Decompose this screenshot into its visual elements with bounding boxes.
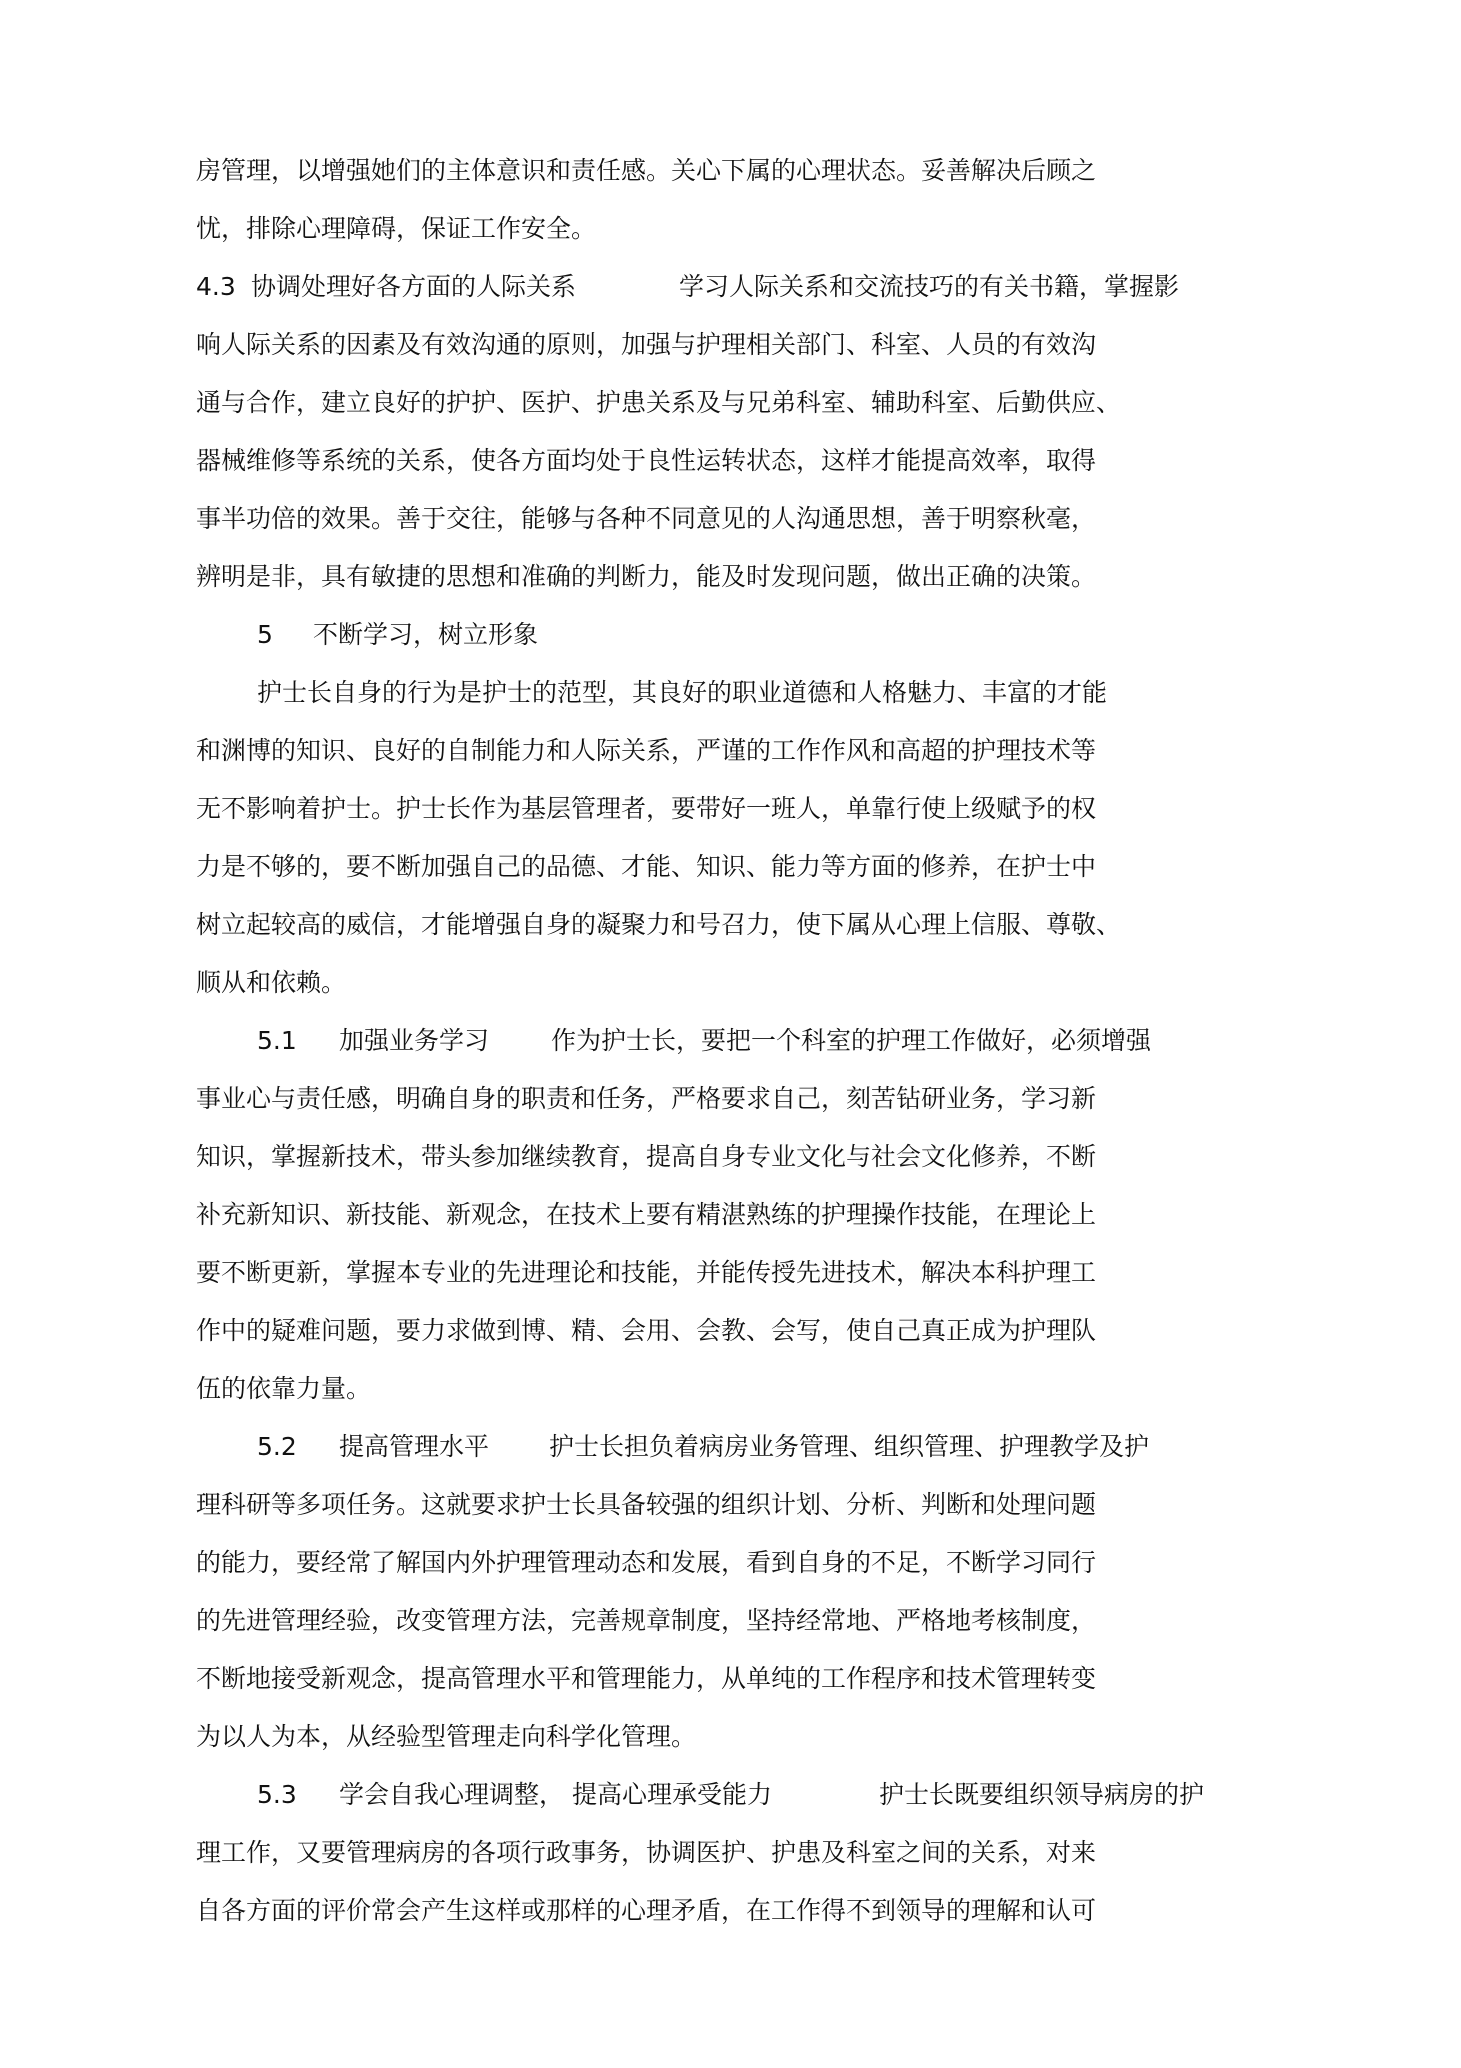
text-line: 事半功倍的效果。善于交往，能够与各种不同意见的人沟通思想，善于明察秋毫，: [196, 504, 1097, 533]
text-line: 房管理，以增强她们的主体意识和责任感。关心下属的心理状态。妥善解决后顾之: [196, 156, 1097, 185]
section-text: 学习人际关系和交流技巧的有关书籍，掌握影: [679, 272, 1180, 301]
text-line: 理工作，又要管理病房的各项行政事务，协调医护、护患及科室之间的关系，对来: [196, 1838, 1097, 1867]
section-number: 5.2: [257, 1432, 297, 1461]
section-heading-5-3: [257, 1778, 1204, 1812]
section-number: 5: [257, 620, 273, 649]
text-line: 事业心与责任感，明确自身的职责和任务，严格要求自己，刻苦钻研业务，学习新: [196, 1084, 1097, 1113]
section-heading-5: [257, 618, 538, 652]
text-line: 不断地接受新观念，提高管理水平和管理能力，从单纯的工作程序和技术管理转变: [196, 1664, 1097, 1693]
section-number: 5.3: [257, 1780, 297, 1809]
text-line: 补充新知识、新技能、新观念，在技术上要有精湛熟练的护理操作技能，在理论上: [196, 1200, 1097, 1229]
section-number: 4.3: [196, 272, 236, 301]
text-line: 伍的依靠力量。: [196, 1374, 372, 1403]
text-line: 响人际关系的因素及有效沟通的原则，加强与护理相关部门、科室、人员的有效沟: [196, 330, 1097, 359]
text-line: 通与合作，建立良好的护护、医护、护患关系及与兄弟科室、辅助科室、后勤供应、: [196, 388, 1122, 417]
text-line: 和渊博的知识、良好的自制能力和人际关系，严谨的工作作风和高超的护理技术等: [196, 736, 1097, 765]
section-number: 5.1: [257, 1026, 297, 1055]
text-line: 顺从和依赖。: [196, 968, 347, 997]
text-line: 的能力，要经常了解国内外护理管理动态和发展，看到自身的不足，不断学习同行: [196, 1548, 1097, 1577]
text-line: 无不影响着护士。护士长作为基层管理者，要带好一班人，单靠行使上级赋予的权: [196, 794, 1097, 823]
text-line: 为以人为本，从经验型管理走向科学化管理。: [196, 1722, 697, 1751]
text-line: 理科研等多项任务。这就要求护士长具备较强的组织计划、分析、判断和处理问题: [196, 1490, 1097, 1519]
section-heading-5-1: [257, 1024, 1151, 1058]
text-line: 器械维修等系统的关系，使各方面均处于良性运转状态，这样才能提高效率，取得: [196, 446, 1097, 475]
text-line: 力是不够的，要不断加强自己的品德、才能、知识、能力等方面的修养，在护士中: [196, 852, 1097, 881]
text-line: 作中的疑难问题，要力求做到博、精、会用、会教、会写，使自己真正成为护理队: [196, 1316, 1097, 1345]
section-title: 学会自我心理调整， 提高心理承受能力: [339, 1780, 772, 1809]
section-title: 协调处理好各方面的人际关系: [251, 272, 577, 301]
section-text: 作为护士长，要把一个科室的护理工作做好，必须增强: [551, 1026, 1152, 1055]
section-heading-5-2: [257, 1430, 1149, 1464]
text-line: 的先进管理经验，改变管理方法，完善规章制度，坚持经常地、严格地考核制度，: [196, 1606, 1097, 1635]
section-heading-4-3: [196, 270, 1179, 304]
text-line: 自各方面的评价常会产生这样或那样的心理矛盾，在工作得不到领导的理解和认可: [196, 1896, 1097, 1925]
section-text: 护士长既要组织领导病房的护: [879, 1780, 1205, 1809]
section-title: 加强业务学习: [339, 1026, 490, 1055]
text-line: 忧，排除心理障碍，保证工作安全。: [196, 214, 597, 243]
text-line: 护士长自身的行为是护士的范型，其良好的职业道德和人格魅力、丰富的才能: [257, 678, 1108, 707]
text-line: 树立起较高的威信，才能增强自身的凝聚力和号召力，使下属从心理上信服、尊敬、: [196, 910, 1122, 939]
section-text: 护士长担负着病房业务管理、组织管理、护理教学及护: [549, 1432, 1150, 1461]
text-line: 知识，掌握新技术，带头参加继续教育，提高自身专业文化与社会文化修养，不断: [196, 1142, 1097, 1171]
text-line: 辨明是非，具有敏捷的思想和准确的判断力，能及时发现问题，做出正确的决策。: [196, 562, 1097, 591]
section-title: 提高管理水平: [339, 1432, 490, 1461]
section-title: 不断学习，树立形象: [313, 620, 539, 649]
text-line: 要不断更新，掌握本专业的先进理论和技能，并能传授先进技术，解决本科护理工: [196, 1258, 1097, 1287]
